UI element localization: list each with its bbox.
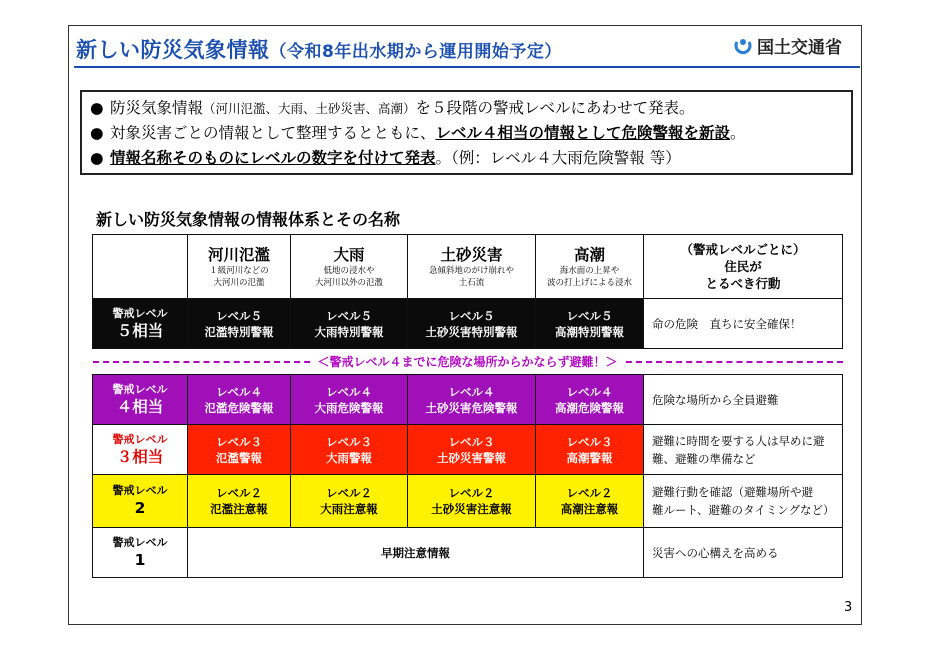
- page-title: [76, 34, 562, 64]
- level4-oame: レベル４ 大雨危険警報: [291, 375, 408, 425]
- header-takashio: 高潮 海水面の上昇や 波の打上げによる浸水: [536, 235, 644, 299]
- level2-label: 警戒レベル 2: [93, 475, 188, 528]
- bullet2-text-b: レベル４相当の情報として危険警報を新設: [435, 124, 731, 142]
- level3-takashio: レベル３ 高潮警報: [536, 425, 644, 475]
- title-sub: （令和8年出水期から運用開始予定）: [269, 42, 562, 62]
- bullet3-text-a: 情報名称そのものにレベルの数字を付けて発表: [110, 149, 436, 167]
- level4-label: 警戒レベル ４相当: [93, 375, 188, 425]
- bullet2-text-c: 。: [730, 124, 746, 142]
- level4-dosha: レベル４ 土砂災害危険警報: [408, 375, 536, 425]
- page-number: 3: [844, 600, 853, 615]
- mlit-logo-icon: [733, 36, 753, 56]
- bullet1-text-b: （河川氾濫、大雨、土砂災害、高潮）: [203, 101, 416, 116]
- summary-box: [80, 90, 853, 175]
- summary-bullet-1: [90, 96, 843, 121]
- level5-kasen: レベル５ 氾濫特別警報: [188, 299, 291, 349]
- level2-action: 避難行動を確認（避難場所や避 難ルート、避難のタイミングなど）: [644, 475, 843, 528]
- row-level2: [93, 475, 843, 528]
- level3-oame: レベル３ 大雨警報: [291, 425, 408, 475]
- title-main: 新しい防災気象情報: [76, 38, 270, 62]
- level5-takashio: レベル５ 高潮特別警報: [536, 299, 644, 349]
- separator-row: [93, 349, 843, 375]
- level2-kasen: レベル２ 氾濫注意報: [188, 475, 291, 528]
- bullet-dot-icon: ●: [90, 124, 104, 142]
- row-level1: [93, 528, 843, 578]
- header-row: [93, 235, 843, 299]
- level5-label: 警戒レベル ５相当: [93, 299, 188, 349]
- level1-label: 警戒レベル 1: [93, 528, 188, 578]
- bullet3-text-b: 。（例：レベル４大雨危険警報 等）: [435, 149, 681, 167]
- level5-action: 命の危険 直ちに安全確保！: [644, 299, 843, 349]
- bullet-dot-icon: ●: [90, 99, 104, 117]
- separator-cell: [93, 349, 843, 375]
- level2-oame: レベル２ 大雨注意報: [291, 475, 408, 528]
- header-oame: 大雨 低地の浸水や 大河川以外の氾濫: [291, 235, 408, 299]
- bullet1-text-a: 防災気象情報: [110, 99, 204, 117]
- bullet-dot-icon: ●: [90, 149, 104, 167]
- level5-oame: レベル５ 大雨特別警報: [291, 299, 408, 349]
- summary-bullet-2: [90, 121, 843, 146]
- level3-dosha: レベル３ 土砂災害警報: [408, 425, 536, 475]
- summary-bullet-3: [90, 146, 843, 171]
- title-divider: [74, 66, 860, 68]
- row-level4: [93, 375, 843, 425]
- header-kasen: 河川氾濫 １級河川などの 大河川の氾濫: [188, 235, 291, 299]
- level4-action: 危険な場所から全員避難: [644, 375, 843, 425]
- header-dosha: 土砂災害 急傾斜地のがけ崩れや 土石流: [408, 235, 536, 299]
- bullet1-text-c: を５段階の警戒レベルにあわせて発表。: [415, 99, 695, 117]
- row-level3: [93, 425, 843, 475]
- bullet2-text-a: 対象災害ごとの情報として整理するとともに、: [110, 124, 436, 142]
- level3-action: 避難に時間を要する人は早めに避 難、避難の準備など: [644, 425, 843, 475]
- level2-takashio: レベル２ 高潮注意報: [536, 475, 644, 528]
- level1-early-notice: 早期注意情報: [188, 528, 644, 578]
- header-action: （警戒レベルごとに） 住民が とるべき行動: [644, 235, 843, 299]
- logo-text: 国土交通省: [757, 38, 842, 58]
- level3-label: 警戒レベル ３相当: [93, 425, 188, 475]
- mlit-logo: [733, 33, 842, 58]
- level4-kasen: レベル４ 氾濫危険警報: [188, 375, 291, 425]
- level3-kasen: レベル３ 氾濫警報: [188, 425, 291, 475]
- level2-dosha: レベル２ 土砂災害注意報: [408, 475, 536, 528]
- warning-table: [92, 234, 843, 578]
- separator-text: ＜警戒レベル４までに危険な場所からかならず避難！＞: [311, 350, 623, 374]
- section-subtitle: 新しい防災気象情報の情報体系とその名称: [96, 210, 401, 229]
- level5-dosha: レベル５ 土砂災害特別警報: [408, 299, 536, 349]
- row-level5: [93, 299, 843, 349]
- header-corner: [93, 235, 188, 299]
- level4-takashio: レベル４ 高潮危険警報: [536, 375, 644, 425]
- level1-action: 災害への心構えを高める: [644, 528, 843, 578]
